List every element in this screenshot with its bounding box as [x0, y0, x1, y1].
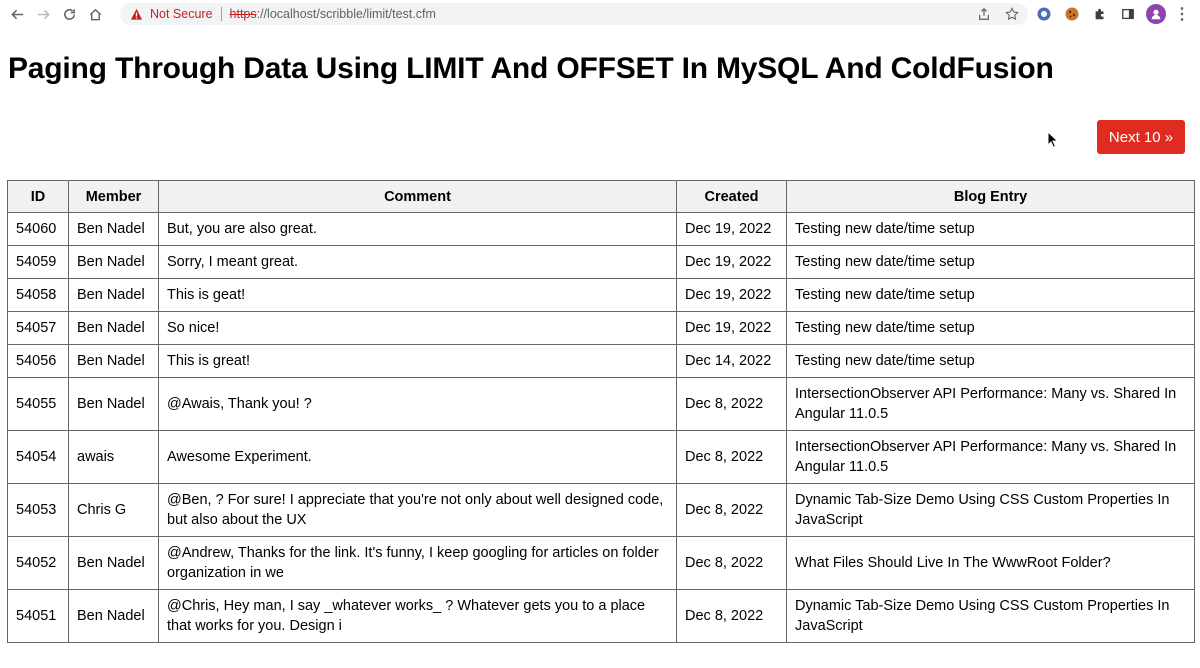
column-header-created: Created	[677, 181, 787, 213]
cell-blog-entry: Testing new date/time setup	[787, 279, 1195, 312]
cell-blog-entry: Dynamic Tab-Size Demo Using CSS Custom Properties In JavaScript	[787, 484, 1195, 537]
cell-comment: This is great!	[159, 345, 677, 378]
address-separator	[221, 7, 222, 21]
table-row	[8, 590, 1195, 643]
puzzle-extensions-icon[interactable]	[1090, 4, 1110, 24]
table-row	[8, 312, 1195, 345]
profile-avatar[interactable]	[1146, 4, 1166, 24]
cell-id: 54056	[8, 345, 69, 378]
table-row	[8, 378, 1195, 431]
cell-blog-entry: Testing new date/time setup	[787, 345, 1195, 378]
column-header-comment: Comment	[159, 181, 677, 213]
table-row	[8, 279, 1195, 312]
cell-comment: So nice!	[159, 312, 677, 345]
share-icon[interactable]	[976, 6, 992, 22]
table-row	[8, 345, 1195, 378]
table-row	[8, 246, 1195, 279]
url-scheme: https	[229, 7, 257, 21]
table-row	[8, 431, 1195, 484]
cell-comment: But, you are also great.	[159, 213, 677, 246]
extension-icon[interactable]	[1034, 4, 1054, 24]
cell-member: Ben Nadel	[69, 213, 159, 246]
mouse-cursor-icon	[1047, 131, 1059, 149]
warning-icon	[130, 7, 144, 21]
cell-created: Dec 19, 2022	[677, 312, 787, 345]
cell-blog-entry: IntersectionObserver API Performance: Many vs. Shared In Angular 11.0.5	[787, 431, 1195, 484]
column-header-blog-entry: Blog Entry	[787, 181, 1195, 213]
cell-member: Ben Nadel	[69, 246, 159, 279]
browser-menu-icon[interactable]: ⋮	[1174, 6, 1190, 23]
side-panel-icon[interactable]	[1118, 4, 1138, 24]
reload-icon[interactable]	[56, 2, 82, 28]
table-header-row	[8, 181, 1195, 213]
column-header-member: Member	[69, 181, 159, 213]
cell-created: Dec 8, 2022	[677, 537, 787, 590]
cell-comment: Awesome Experiment.	[159, 431, 677, 484]
cookie-extension-icon[interactable]	[1062, 4, 1082, 24]
cell-comment: @Ben, ? For sure! I appreciate that you're not only about well designed code, but also about the UX	[159, 484, 677, 537]
cell-created: Dec 8, 2022	[677, 431, 787, 484]
comments-table	[7, 180, 1195, 643]
cell-created: Dec 8, 2022	[677, 484, 787, 537]
cell-comment: @Andrew, Thanks for the link. It's funny, I keep googling for articles on folder organization in we	[159, 537, 677, 590]
cell-member: Chris G	[69, 484, 159, 537]
cell-created: Dec 19, 2022	[677, 246, 787, 279]
cell-comment: Sorry, I meant great.	[159, 246, 677, 279]
cell-blog-entry: IntersectionObserver API Performance: Many vs. Shared In Angular 11.0.5	[787, 378, 1195, 431]
not-secure-label[interactable]: Not Secure	[150, 7, 213, 21]
cell-blog-entry: What Files Should Live In The WwwRoot Folder?	[787, 537, 1195, 590]
cell-member: Ben Nadel	[69, 537, 159, 590]
cell-member: Ben Nadel	[69, 312, 159, 345]
cell-member: awais	[69, 431, 159, 484]
cell-created: Dec 14, 2022	[677, 345, 787, 378]
cell-id: 54053	[8, 484, 69, 537]
table-row	[8, 213, 1195, 246]
back-arrow-icon[interactable]	[4, 2, 30, 28]
cell-id: 54055	[8, 378, 69, 431]
url-path: ://localhost/scribble/limit/test.cfm	[256, 7, 436, 21]
cell-id: 54057	[8, 312, 69, 345]
cell-id: 54060	[8, 213, 69, 246]
cell-member: Ben Nadel	[69, 345, 159, 378]
cell-member: Ben Nadel	[69, 378, 159, 431]
cell-created: Dec 8, 2022	[677, 590, 787, 643]
extension-bar	[1034, 4, 1188, 24]
cell-id: 54052	[8, 537, 69, 590]
cell-blog-entry: Testing new date/time setup	[787, 312, 1195, 345]
browser-toolbar	[0, 0, 1200, 29]
table-row	[8, 537, 1195, 590]
next-page-button[interactable]: Next 10 »	[1097, 120, 1185, 154]
cell-blog-entry: Testing new date/time setup	[787, 213, 1195, 246]
cell-created: Dec 19, 2022	[677, 213, 787, 246]
cell-blog-entry: Testing new date/time setup	[787, 246, 1195, 279]
cell-id: 54051	[8, 590, 69, 643]
cell-member: Ben Nadel	[69, 590, 159, 643]
cell-blog-entry: Dynamic Tab-Size Demo Using CSS Custom Properties In JavaScript	[787, 590, 1195, 643]
cell-created: Dec 19, 2022	[677, 279, 787, 312]
page-title: Paging Through Data Using LIMIT And OFFSET In MySQL And ColdFusion	[8, 52, 1054, 85]
cell-comment: @Awais, Thank you! ?	[159, 378, 677, 431]
cell-comment: @Chris, Hey man, I say _whatever works_ ? Whatever gets you to a place that works for you. Design i	[159, 590, 677, 643]
bookmark-star-icon[interactable]	[1004, 6, 1020, 22]
address-bar-actions	[976, 6, 1020, 22]
cell-id: 54059	[8, 246, 69, 279]
table-row	[8, 484, 1195, 537]
forward-arrow-icon[interactable]	[30, 2, 56, 28]
home-icon[interactable]	[82, 2, 108, 28]
cell-created: Dec 8, 2022	[677, 378, 787, 431]
column-header-id: ID	[8, 181, 69, 213]
cell-id: 54054	[8, 431, 69, 484]
cell-comment: This is geat!	[159, 279, 677, 312]
cell-member: Ben Nadel	[69, 279, 159, 312]
address-bar[interactable]	[120, 3, 1028, 25]
cell-id: 54058	[8, 279, 69, 312]
